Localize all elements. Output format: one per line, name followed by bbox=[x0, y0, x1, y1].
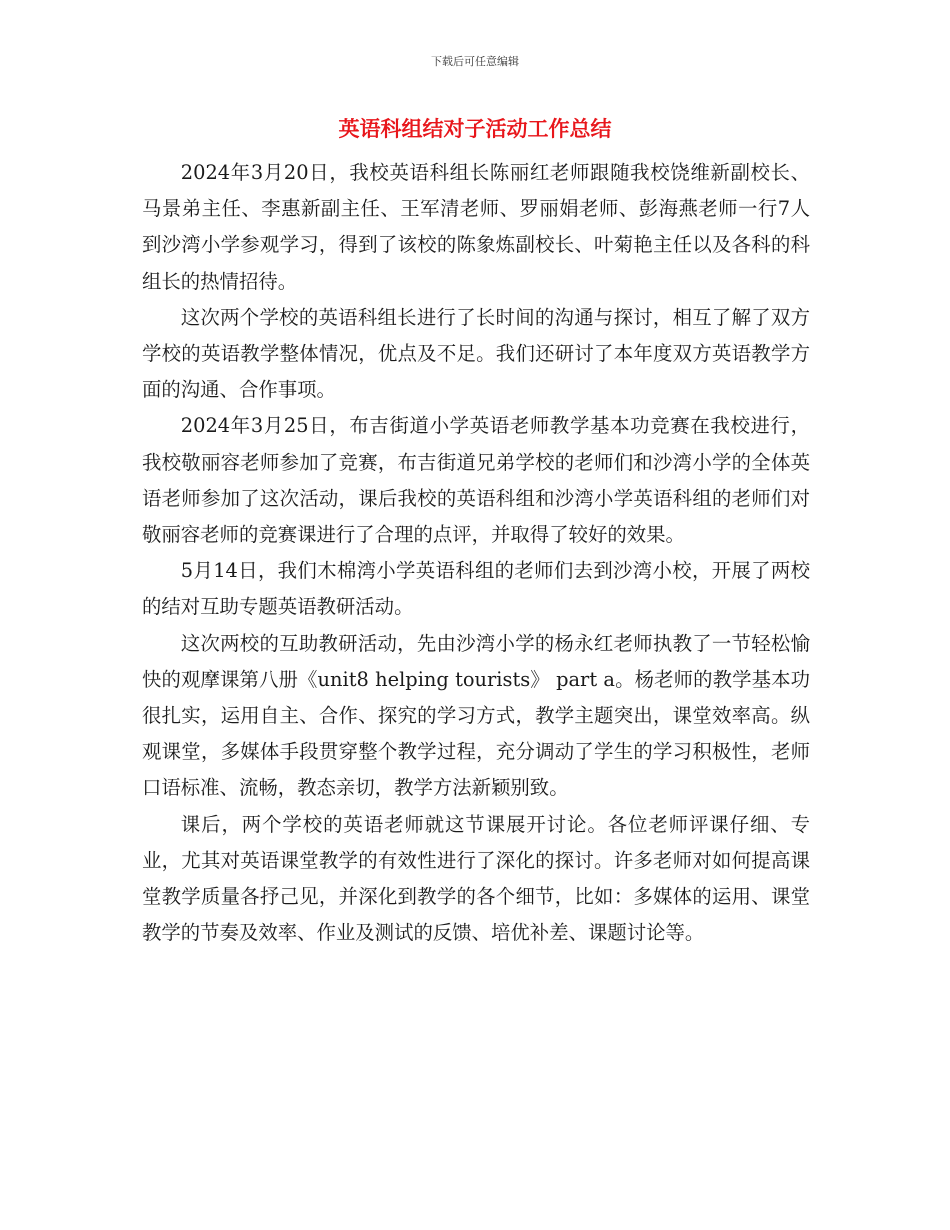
document-title: 英语科组结对子活动工作总结 bbox=[338, 117, 612, 141]
paragraph-5: 这次两校的互助教研活动，先由沙湾小学的杨永红老师执教了一节轻松愉快的观摩课第八册《unit8 helping tourists》 part a。杨老师的教学基本功很扎实，运用自主、合作、探究的学习方式，教学主题突出，课堂效率高。纵观课堂，多媒体手段贯穿整个教学过程，充分调动了学生的学习积极性，老师口语标准、流畅，教态亲切，教学方法新颖别致。 bbox=[142, 631, 810, 800]
paragraph-2: 这次两个学校的英语科组长进行了长时间的沟通与探讨，相互了解了双方学校的英语教学整体情况，优点及不足。我们还研讨了本年度双方英语教学方面的沟通、合作事项。 bbox=[142, 305, 810, 402]
paragraph-4: 5月14日，我们木棉湾小学英语科组的老师们去到沙湾小校，开展了两校的结对互助专题英语教研活动。 bbox=[142, 559, 810, 619]
paragraph-1: 2024年3月20日，我校英语科组长陈丽红老师跟随我校饶维新副校长、马景弟主任、李惠新副主任、王军清老师、罗丽娟老师、彭海燕老师一行7人到沙湾小学参观学习，得到了该校的陈象炼副校长、叶菊艳主任以及各科的科组长的热情招待。 bbox=[142, 161, 810, 293]
paragraph-6: 课后，两个学校的英语老师就这节课展开讨论。各位老师评课仔细、专业，尤其对英语课堂教学的有效性进行了深化的探讨。许多老师对如何提高课堂教学质量各抒己见，并深化到教学的各个细节，比如：多媒体的运用、课堂教学的节奏及效率、作业及测试的反馈、培优补差、课题讨论等。 bbox=[142, 812, 810, 945]
header-note: 下载后可任意编辑 bbox=[431, 55, 519, 68]
document-body bbox=[142, 155, 810, 951]
paragraph-3: 2024年3月25日，布吉街道小学英语老师教学基本功竞赛在我校进行，我校敬丽容老师参加了竞赛，布吉街道兄弟学校的老师们和沙湾小学的全体英语老师参加了这次活动，课后我校的英语科组和沙湾小学英语科组的老师们对敬丽容老师的竞赛课进行了合理的点评，并取得了较好的效果。 bbox=[142, 414, 810, 547]
